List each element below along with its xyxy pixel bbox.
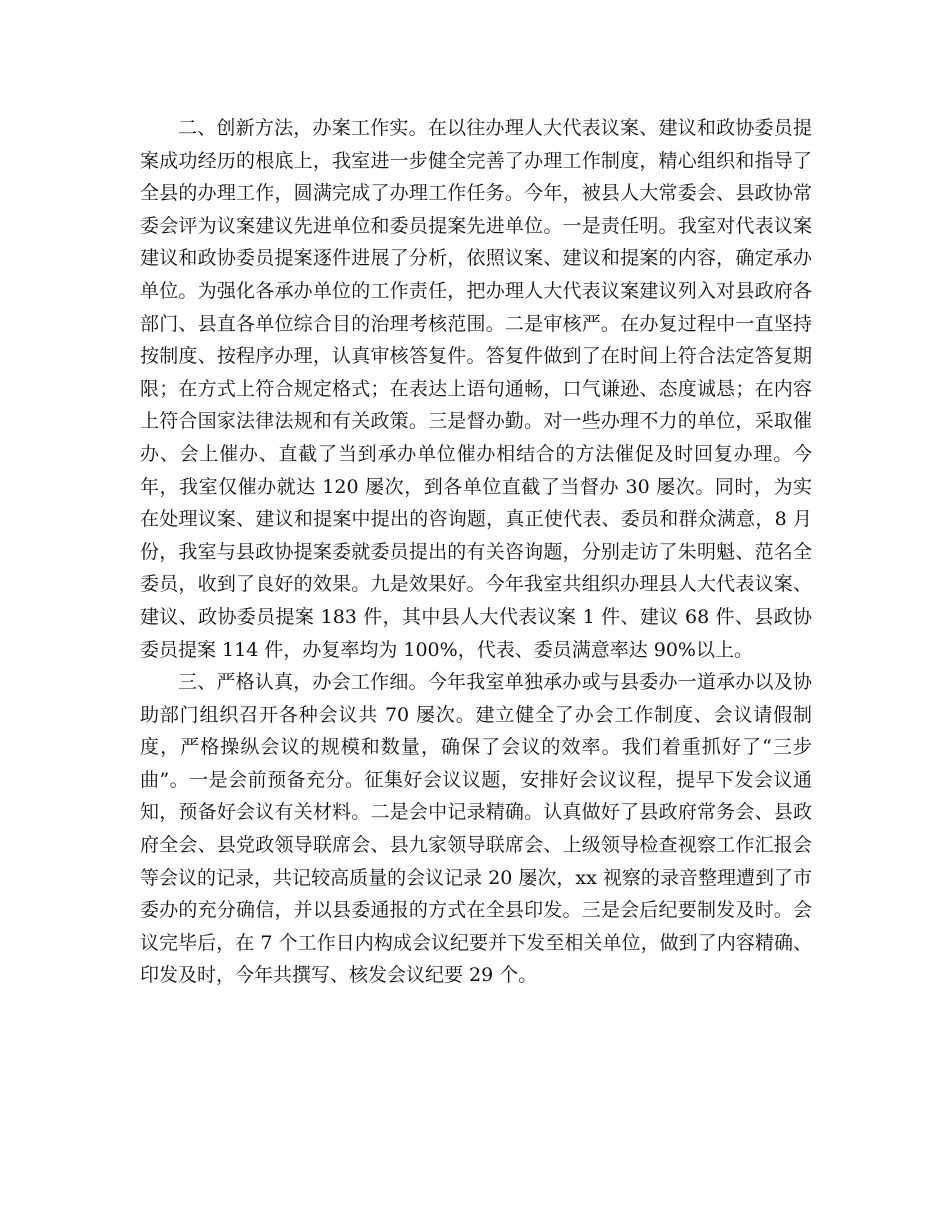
paragraph-case-handling: 二、创新方法，办案工作实。在以往办理人大代表议案、建议和政协委员提案成功经历的根底上，我室进一步健全完善了办理工作制度，精心组织和指导了全县的办理工作，圆满完成了办理工作任务。今年，被县人大常委会、县政协常委会评为议案建议先进单位和委员提案先进单位。一是责任明。我室对代表议案建议和政协委员提案逐件进展了分析，依照议案、建议和提案的内容，确定承办单位。为强化各承办单位的工作责任，把办理人大代表议案建议列入对县政府各部门、县直各单位综合目的治理考核范围。二是审核严。在办复过程中一直坚持按制度、按程序办理，认真审核答复件。答复件做到了在时间上符合法定答复期限；在方式上符合规定格式；在表达上语句通畅，口气谦逊、态度诚恳；在内容上符合国家法律法规和有关政策。三是督办勤。对一些办理不力的单位，采取催办、会上催办、直截了当到承办单位催办相结合的方法催促及时回复办理。今年，我室仅催办就达 120 屡次，到各单位直截了当督办 30 屡次。同时，为实在处理议案、建议和提案中提出的咨询题，真正使代表、委员和群众满意，8 月份，我室与县政协提案委就委员提出的有关咨询题，分别走访了朱明魁、范名全委员，收到了良好的效果。九是效果好。今年我室共组织办理县人大代表议案、建议、政协委员提案 183 件，其中县人大代表议案 1 件、建议 68 件、县政协委员提案 114 件，办复率均为 100%，代表、委员满意率达 90%以上。: [140, 117, 812, 661]
paragraph-meeting-handling: 三、严格认真，办会工作细。今年我室单独承办或与县委办一道承办以及协助部门组织召开各种会议共 70 屡次。建立健全了办会工作制度、会议请假制度，严格操纵会议的规模和数量，确保了会议的效率。我们着重抓好了“三步曲”。一是会前预备充分。征集好会议议题，安排好会议议程，提早下发会议通知，预备好会议有关材料。二是会中记录精确。认真做好了县政府常务会、县政府全会、县党政领导联席会、县九家领导联席会、上级领导检查视察工作汇报会等会议的记录，共记较高质量的会议记录 20 屡次，xx 视察的录音整理遭到了市委办的充分确信，并以县委通报的方式在全县印发。三是会后纪要制发及时。会议完毕后，在 7 个工作日内构成会议纪要并下发至相关单位，做到了内容精确、印发及时，今年共撰写、核发会议纪要 29 个。: [140, 671, 812, 987]
document-body: [140, 112, 812, 992]
